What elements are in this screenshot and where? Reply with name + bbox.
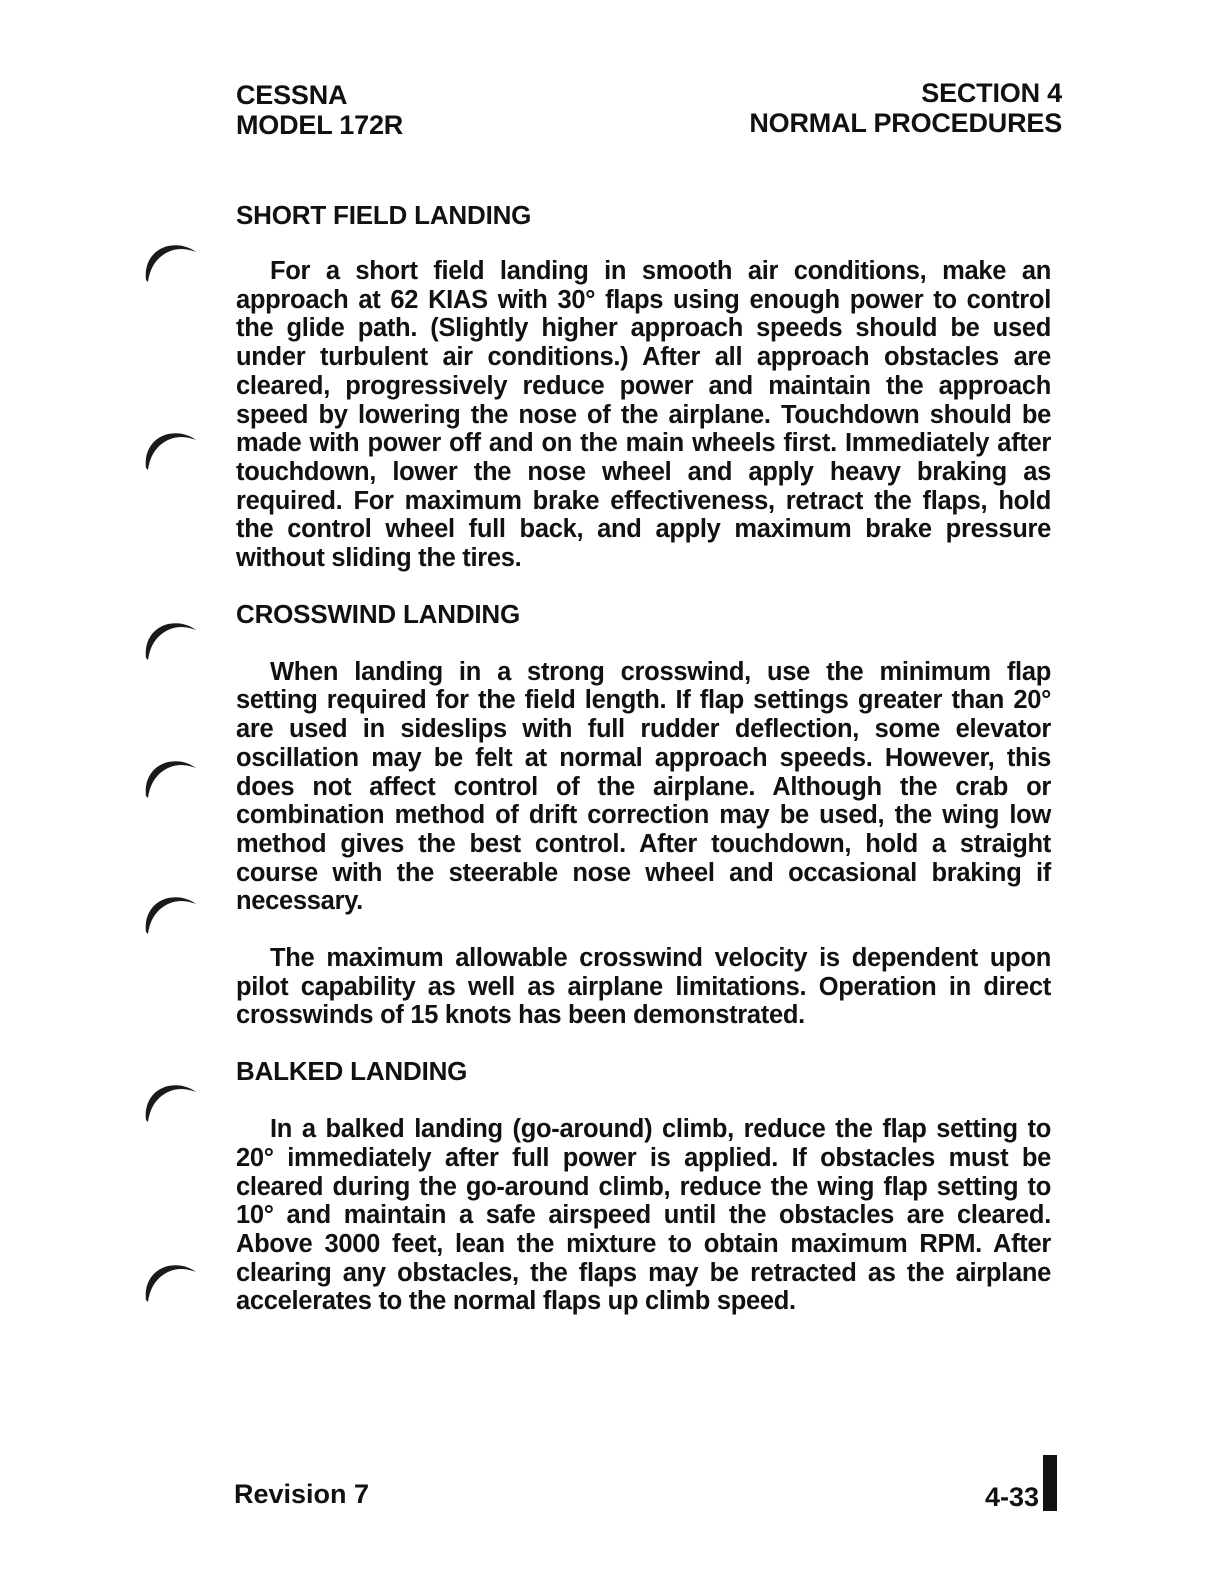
page-body	[236, 200, 1051, 1316]
section-heading-balked-landing: BALKED LANDING	[236, 1056, 468, 1087]
crosswind-velocity-paragraph: The maximum allowable crosswind velocity is dependent upon pilot capability as well as airplane limitations. Operation in direct crosswinds of 15 knots has been demonstrated.	[236, 944, 1051, 1030]
short-field-landing-paragraph: For a short field landing in smooth air conditions, make an approach at 62 KIAS with 30° flaps using enough power to control the glide path. (Slightly higher approach speeds should be used under turbulent air conditions.) After all approach obstacles are cleared, progressively reduce power and maintain the approach speed by lowering the nose of the airplane. Touchdown should be made with power off and on the main wheels first. Immediately after touchdown, lower the nose wheel and apply heavy braking as required. For maximum brake effectiveness, retract the flaps, hold the control wheel full back, and apply maximum brake pressure without sliding the tires.	[236, 257, 1051, 573]
header-manufacturer: CESSNA	[236, 80, 348, 110]
footer-page-number: 4-33	[984, 1482, 1039, 1512]
section-heading-short-field-landing: SHORT FIELD LANDING	[236, 200, 532, 230]
crosswind-landing-paragraph: When landing in a strong crosswind, use the minimum flap setting required for the field length. If flap settings greater than 20° are used in sideslips with full rudder deflection, some elevator oscillation may be felt at normal approach speeds. However, this does not affect control of the airplane. Although the crab or combination method of drift correction may be used, the wing low method gives the best control. After touchdown, hold a straight course with the steerable nose wheel and occasional braking if necessary.	[236, 657, 1051, 916]
binder-hole-mark	[138, 1256, 202, 1304]
footer-revision: Revision 7	[234, 1479, 370, 1509]
header-right	[749, 78, 1062, 138]
balked-landing-paragraph: In a balked landing (go-around) climb, reduce the flap setting to 20° immediately after full power is applied. If obstacles must be cleared during the go-around climb, reduce the wing flap setting to 10° and maintain a safe airspeed until the obstacles are cleared. Above 3000 feet, lean the mixture to obtain maximum RPM. After clearing any obstacles, the flaps may be retracted as the airplane accelerates to the normal flaps up climb speed.	[236, 1115, 1051, 1316]
binder-hole-mark	[138, 752, 202, 800]
binder-hole-mark	[138, 888, 202, 936]
header-model: MODEL 172R	[236, 110, 404, 140]
binder-hole-mark	[138, 614, 202, 662]
header-section-number: SECTION 4	[921, 78, 1062, 108]
revision-change-bar	[1043, 1455, 1057, 1511]
binder-hole-mark	[138, 236, 202, 284]
section-heading-crosswind-landing: CROSSWIND LANDING	[236, 598, 521, 629]
header-left	[236, 80, 403, 140]
binder-hole-mark	[138, 424, 202, 472]
header-section-title: NORMAL PROCEDURES	[749, 108, 1062, 138]
binder-hole-mark	[138, 1076, 202, 1124]
